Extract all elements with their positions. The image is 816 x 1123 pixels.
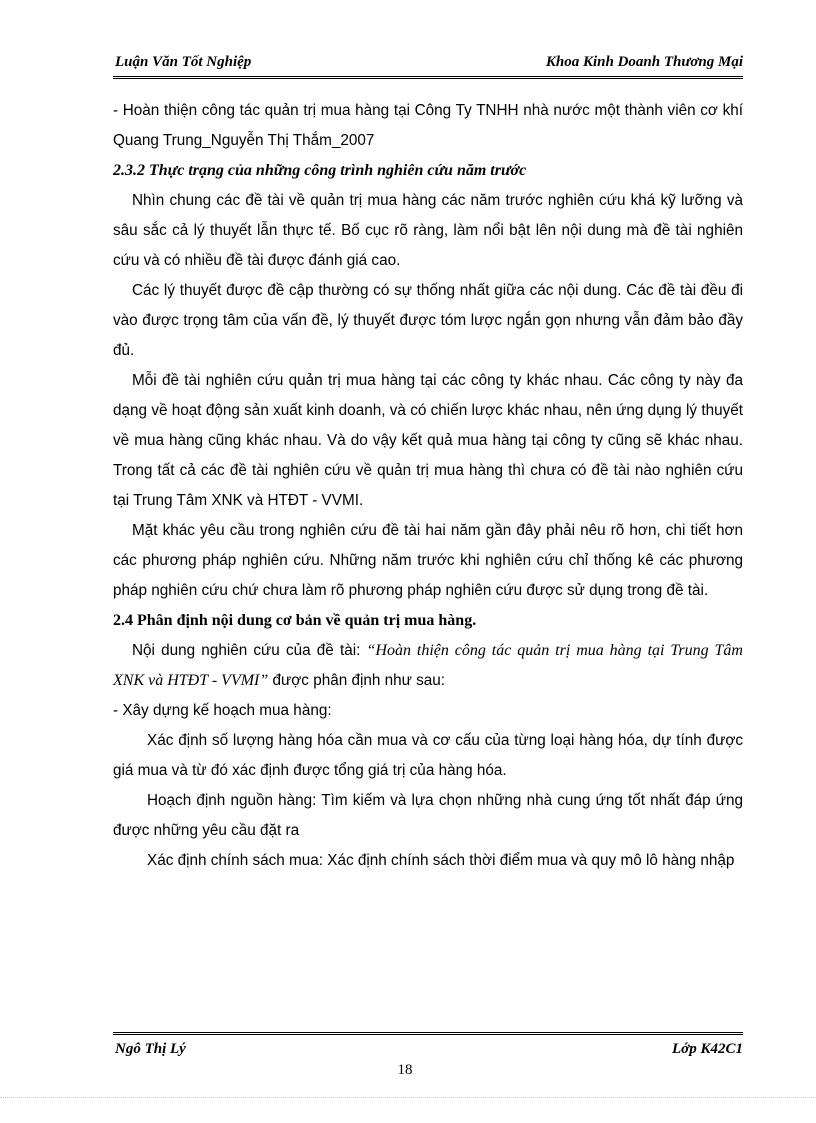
page-number: 18 [397,1062,413,1078]
page-header [113,52,743,79]
paragraph: Xác định số lượng hàng hóa cần mua và cơ cấu của từng loại hàng hóa, dự tính được giá mua và từ đó xác định được tổng giá trị của hàng hóa. [113,732,743,779]
paragraph: Mỗi đề tài nghiên cứu quản trị mua hàng tại các công ty khác nhau. Các công ty này đa dạng về hoạt động sản xuất kinh doanh, và có chiến lược khác nhau, nên ứng dụng lý thuyết về mua hàng cũng khác nhau. Và do vậy kết quả mua hàng tại công ty cũng sẽ khác nhau. Trong tất cả các đề tài nghiên cứu về quản trị mua hàng thì chưa có đề tài nào nghiên cứu tại Trung Tâm XNK và HTĐT - VVMI. [113,372,743,509]
list-item-purchase-plan: - Xây dựng kế hoạch mua hàng: [113,702,332,719]
footer-class: Lớp K42C1 [672,1041,743,1057]
heading-2-3-2: 2.3.2 Thực trạng của những công trình nghiên cứu năm trước [113,162,527,179]
document-body [113,96,743,876]
footer-author: Ngô Thị Lý [115,1041,186,1057]
page-edge-divider [0,1097,816,1098]
paragraph-reference: - Hoàn thiện công tác quản trị mua hàng tại Công Ty TNHH nhà nước một thành viên cơ khí Quang Trung_Nguyễn Thị Thắm_2007 [113,102,743,149]
paragraph-research-content [113,636,743,696]
paragraph: Hoạch định nguồn hàng: Tìm kiếm và lựa chọn những nhà cung ứng tốt nhất đáp ứng được những yêu cầu đặt ra [113,792,743,839]
heading-2-4: 2.4 Phân định nội dung cơ bản về quản trị mua hàng. [113,612,477,629]
quoted-thesis-title: “Hoàn thiện công tác quản trị mua hàng tại Trung Tâm XNK và HTĐT - VVMI” [113,642,743,689]
paragraph: Nhìn chung các đề tài về quản trị mua hàng các năm trước nghiên cứu khá kỹ lưỡng và sâu sắc cả lý thuyết lẫn thực tế. Bố cục rõ ràng, làm nổi bật lên nội dung mà đề tài nghiên cứu và có nhiều đề tài được đánh giá cao. [113,192,743,269]
text: Nội dung nghiên cứu của đề tài: [132,642,367,659]
paragraph: Mặt khác yêu cầu trong nghiên cứu đề tài hai năm gần đây phải nêu rõ hơn, chi tiết hơn các phương pháp nghiên cứu. Những năm trước khi nghiên cứu chỉ thống kê các phương pháp nghiên cứu chứ chưa làm rõ phương pháp nghiên cứu được sử dụng trong đề tài. [113,522,743,599]
header-thesis-title: Luận Văn Tốt Nghiệp [115,54,252,70]
paragraph: Xác định chính sách mua: Xác định chính sách thời điểm mua và quy mô lô hàng nhập [147,852,735,869]
paragraph: Các lý thuyết được đề cập thường có sự thống nhất giữa các nội dung. Các đề tài đều đi vào được trọng tâm của vấn đề, lý thuyết được tóm lược ngắn gọn nhưng vẫn đảm bảo đầy đủ. [113,282,743,359]
header-faculty: Khoa Kinh Doanh Thương Mại [545,54,743,70]
page-footer [113,1032,743,1061]
text: được phân định như sau: [268,672,446,689]
